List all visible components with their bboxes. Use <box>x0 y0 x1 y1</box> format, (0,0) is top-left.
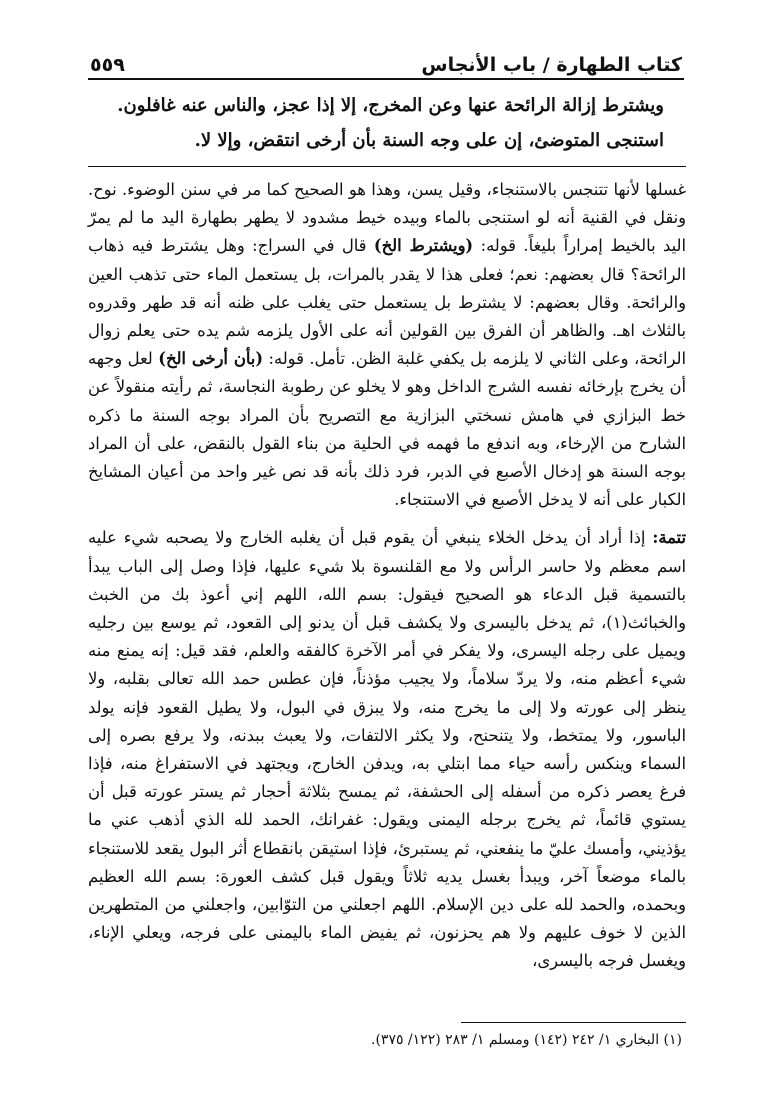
commentary-text: قال في السراج: وهل يشترط فيه ذهاب الرائحة؟ قال بعضهم: نعم؛ فعلى هذا لا يقدر بالمرات، بل يستعمل الماء حتى تذهب العين والرائحة. وقال بعضهم: لا يشترط بل يستعمل حتى يغلب على ظنه أنه قد طهر وقدروه بالثلاث اهـ. والظاهر أن الفرق بين القولين أنه على الأول يلزمه شم يده حتى يعلم زوال الرائحة، وعلى الثاني لا يلزمه بل يكفي غلبة الظن. تأمل. قوله: <box>88 236 686 369</box>
running-header <box>90 38 682 76</box>
footnote: (١) البخاري ١/ ٢٤٢ (١٤٢) ومسلم ١/ ٢٨٣ (١٢٢/ ٣٧٥). <box>371 1032 682 1048</box>
quoted-phrase: (بأن أرخى الخ) <box>158 349 264 369</box>
main-text-line-1: ويشترط إزالة الرائحة عنها وعن المخرج، إلا إذا عجز، والناس عنه غافلون. <box>117 95 664 116</box>
commentary-text: لعل وجهه أن يخرج بإرخائه نفسه الشرج الداخل وهو لا يخلو عن رطوبة النجاسة، ثم رأيته منقولاً عن خط البزازي في هامش نسختي البزازية مع التصريح بأن المراد بوجه السنة ما ذكره الشارح من الإرخاء، وبه اندفع ما فهمه في الحلية من بناء القول بالنقض، على أن المراد بوجه السنة هو إدخال الأصبع في الدبر، فرد ذلك بأنه قد نص غير واحد من أعيان المشايخ الكبار على أنه لا يدخل الأصبع في الاستنجاء. <box>88 349 686 510</box>
commentary-text: ، ثم يدخل باليسرى ولا يكشف قبل أن يدنو إلى القعود، ثم يوسع بين رجليه ويميل على رجله اليسرى، ولا يفكر في أمر الآخرة كالفقه والعلم، فقد قيل: إنه يمنع منه شيء أعظم منه، ولا يردّ سلاماً، ولا يجيب مؤذناً، فإن عطس حمد الله تعالى بقلبه، ولا ينظر إلى عورته ولا إلى ما يخرج منه، ولا يبزق في البول، ولا يطيل القعود فإنه يولد الباسور، ولا يمتخط، ولا يتنحنح، ولا يكثر الالتفات، ولا يعبث ببدنه، ولا يرفع بصره إلى السماء وينكس رأسه حياء مما ابتلي به، ويدفن الخارج، ويجتهد في الاستفراغ منه، فإذا فرغ يعصر ذكره من أسفله إلى الحشفة، ثم يمسح بثلاثة أحجار ثم يستر عورته قبل أن يستوي قائماً، ثم يخرج برجله اليمنى ويقول: غفرانك، الحمد لله الذي أذهب عني ما يؤذيني، وأمسك عليّ ما ينفعني، ثم يستبرئ، فإذا استيقن بانقطاع أثر البول يقعد للاستنجاء بالماء موضعاً آخر، ويبدأ بغسل يديه ثلاثاً ويقول قبل كشف العورة: بسم الله العظيم وبحمده، والحمد لله على دين الإسلام. اللهم اجعلني من التوّابين، واجعلني من المتطهرين الذين لا خوف عليهم ولا هم يحزنون، ثم يفيض الماء باليمنى على فرجه، ويعلي الإناء، ويغسل فرجه باليسرى، <box>88 613 686 971</box>
section-label: تتمة: <box>652 528 686 548</box>
quoted-phrase: (ويشترط الخ) <box>373 236 474 256</box>
header-divider <box>88 78 684 80</box>
main-text <box>92 88 664 158</box>
main-text-divider <box>88 166 686 167</box>
commentary-text: إذا أراد أن يدخل الخلاء ينبغي أن يقوم قبل أن يغلبه الخارج ولا يصحبه شيء عليه اسم معظم ولا حاسر الرأس ولا مع القلنسوة بلا شيء عليها، فإذا وصل إلى الباب يبدأ بالتسمية قبل الدعاء هو الصحيح فيقول: بسم الله، اللهم إني أعوذ بك من الخبث والخبائث <box>88 528 686 633</box>
commentary-paragraph-1 <box>88 176 686 514</box>
footnote-divider <box>461 1022 686 1023</box>
footnote-reference: (١) <box>606 613 628 633</box>
commentary <box>88 176 686 976</box>
commentary-text: غسلها لأنها تتنجس بالاستنجاء، وقيل يسن، وهذا هو الصحيح كما مر في سنن الوضوء. نوح. ونقل في القنية أنه لو استنجى بالماء وبيده خيط مشدود لا يطهر بطهارة اليد ما لم يمرّ اليد بالخيط إمراراً بليغاً. قوله: <box>88 180 686 256</box>
main-text-line-2: استنجى المتوضئ، إن على وجه السنة بأن أرخى انتقض، وإلا لا. <box>194 130 664 151</box>
page-number: ٥٥٩ <box>90 54 125 76</box>
chapter-title: كتاب الطهارة / باب الأنجاس <box>421 54 682 76</box>
commentary-paragraph-2 <box>88 524 686 975</box>
